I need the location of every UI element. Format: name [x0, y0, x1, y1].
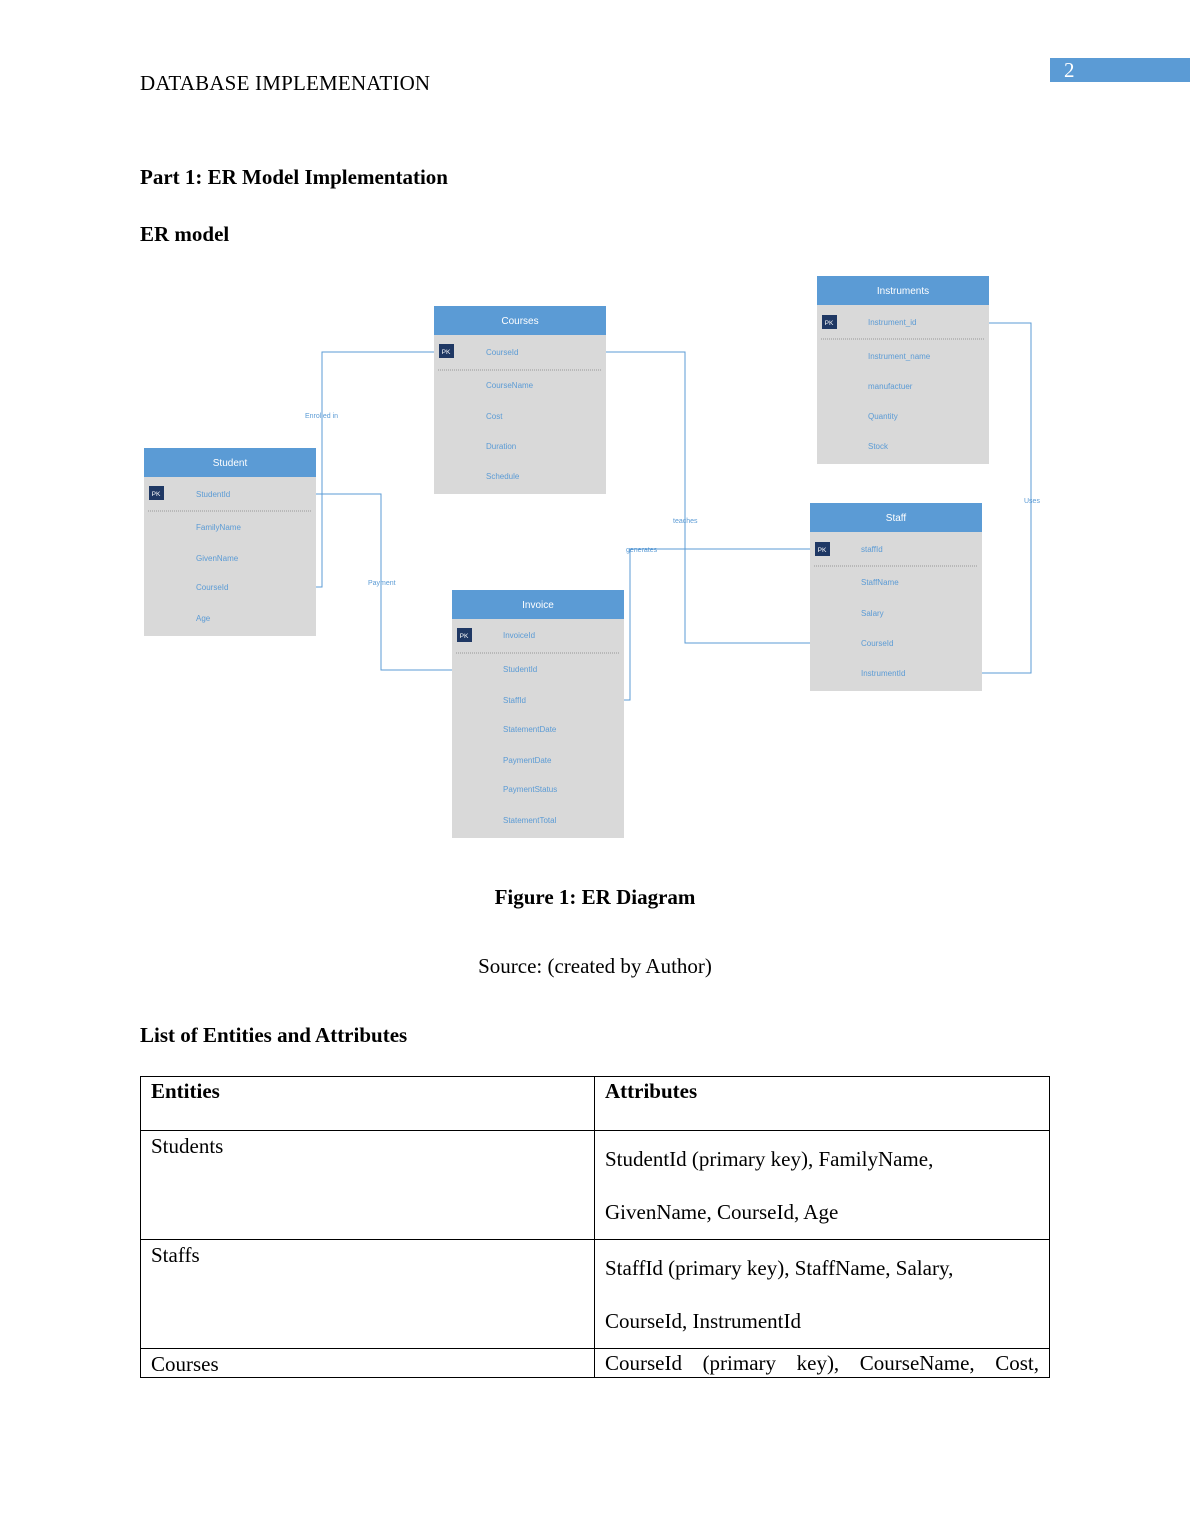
rel-label-payment: Payment [368, 580, 396, 587]
figure-source: Source: (created by Author) [478, 954, 712, 978]
table-cell-attributes: StudentId (primary key), FamilyName, GivenName, CourseId, Age [595, 1131, 1050, 1240]
table-header-row [141, 1077, 1050, 1131]
staff-attr: Salary [861, 609, 884, 618]
rel-label-uses: Uses [1024, 498, 1040, 505]
table-row [141, 1349, 1050, 1378]
student-title: Student [212, 458, 248, 469]
invoice-pk: InvoiceId [503, 631, 536, 640]
entity-courses [434, 306, 606, 494]
page-number: 2 [1064, 58, 1075, 82]
instruments-pk-label: PK [824, 320, 834, 327]
instruments-attr: manufactuer [868, 382, 913, 391]
student-pk: StudentId [196, 490, 231, 499]
staff-attr: InstrumentId [861, 669, 906, 678]
courses-attr: CourseName [486, 381, 534, 390]
table-cell-attributes: StaffId (primary key), StaffName, Salary, CourseId, InstrumentId [595, 1240, 1050, 1349]
student-pk-label: PK [151, 491, 161, 498]
line-enrolled-in [316, 352, 434, 494]
table-row [141, 1240, 1050, 1349]
student-attr: CourseId [196, 583, 229, 592]
staff-pk: staffId [861, 545, 883, 554]
courses-attr: Cost [486, 412, 503, 421]
table-header: Attributes [595, 1077, 1050, 1131]
staff-pk-label: PK [817, 547, 827, 554]
courses-title: Courses [501, 316, 539, 327]
courses-pk-label: PK [441, 349, 451, 356]
invoice-attr: StudentId [503, 665, 538, 674]
invoice-attr: StaffId [503, 696, 526, 705]
entity-student [144, 448, 316, 636]
rel-label-generates: generates [626, 547, 658, 554]
list-heading: List of Entities and Attributes [140, 1023, 408, 1047]
page-number-badge [1050, 58, 1190, 82]
courses-pk: CourseId [486, 348, 519, 357]
entity-invoice [452, 590, 624, 838]
table-cell-entity: Courses [141, 1349, 595, 1378]
invoice-attr: PaymentDate [503, 756, 552, 765]
courses-attr: Schedule [486, 472, 520, 481]
entity-staff [810, 503, 982, 691]
invoice-attr: StatementTotal [503, 816, 557, 825]
staff-attr: CourseId [861, 639, 894, 648]
invoice-pk-label: PK [459, 633, 469, 640]
line-student-courseid [316, 494, 322, 587]
instruments-attr: Quantity [868, 412, 898, 421]
instruments-pk: Instrument_id [868, 318, 917, 327]
table-header: Entities [141, 1077, 595, 1131]
student-attr: Age [196, 614, 211, 623]
instruments-attr: Stock [868, 442, 889, 451]
rel-label-enrolled: Enrolled in [305, 413, 339, 420]
invoice-attr: PaymentStatus [503, 785, 558, 794]
student-attr: GivenName [196, 554, 239, 563]
er-diagram [140, 270, 1050, 845]
staff-title: Staff [885, 513, 907, 524]
running-head: DATABASE IMPLEMENATION [140, 71, 431, 95]
table-cell-entity: Staffs [141, 1240, 595, 1349]
er-model-heading: ER model [140, 222, 230, 246]
student-attr: FamilyName [196, 523, 241, 532]
instruments-title: Instruments [876, 286, 930, 297]
table-row [141, 1131, 1050, 1240]
staff-attr: StaffName [861, 578, 899, 587]
table-cell-attributes: CourseId (primary key), CourseName, Cost, [595, 1349, 1050, 1378]
table-cell-entity: Students [141, 1131, 595, 1240]
invoice-attr: StatementDate [503, 725, 557, 734]
line-generates [623, 549, 810, 700]
instruments-attr: Instrument_name [868, 352, 931, 361]
rel-label-teaches: teaches [673, 518, 698, 525]
figure-caption: Figure 1: ER Diagram [494, 885, 696, 909]
part-heading: Part 1: ER Model Implementation [140, 165, 448, 189]
entity-instruments [817, 276, 989, 464]
invoice-title: Invoice [522, 600, 554, 611]
line-teaches [606, 352, 810, 643]
entities-table [140, 1076, 1050, 1378]
courses-attr: Duration [486, 442, 517, 451]
